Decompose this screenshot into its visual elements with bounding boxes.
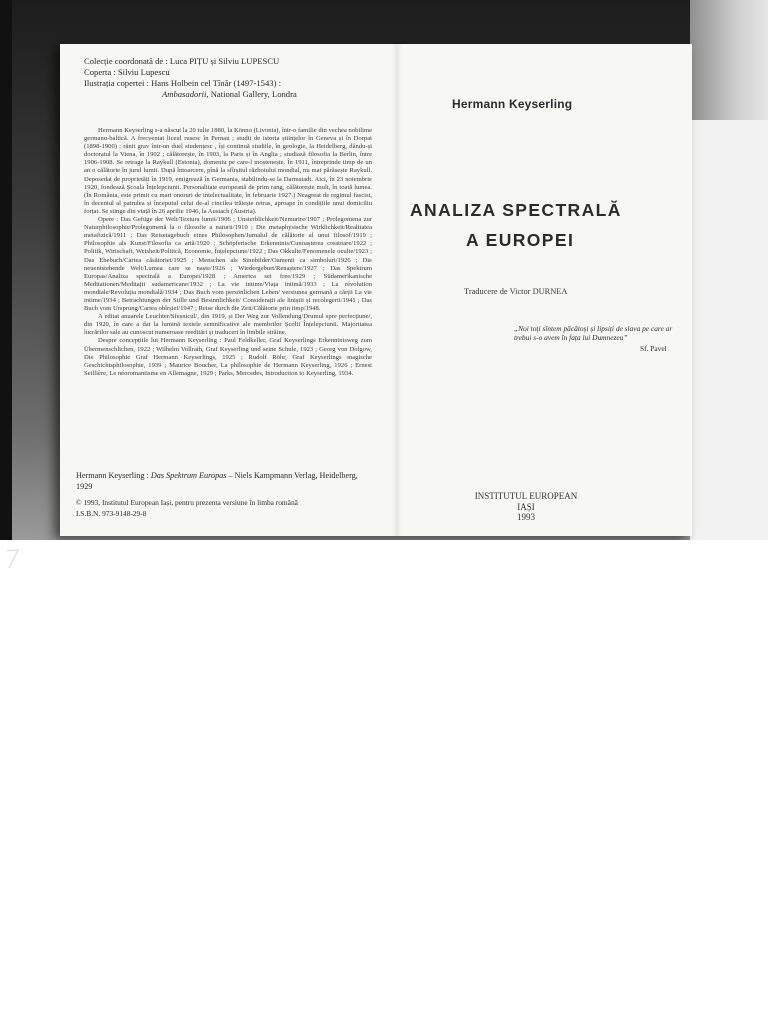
credits-block: [84, 56, 384, 100]
bio-paragraph: Hermann Keyserling s-a născut la 20 iulie 1880, la Könno (Livonia), într-o familie din vechea nobilime germano-baltică. A frecventat liceul rusesc în Pernau ; studii de istoria științelor în Geneva și în Dorpat (1898-1900) ; rănit grav într-un duel studențesc , își continuă studiile, în geologie, la Heidelberg, dându-și doctoratul la Viena, în 1902 ; călătorește, în 1903, la Paris și în Anglia ; studiază filosofia la Berlin, între 1906-1908. Se retrage la Raykull (Estonia), domeniu pe care-l moștenește. În 1911, întreprinde timp de un an o călătorie în jurul lumii. După întoarcere, pînă la sfîrșitul războiului mondial, nu mai părăsește Raykull. Deposedat de proprietăți în 1919, emigrează în Germania, stabilindu-se la Darmstadt. Aici, în 23 noiembrie 1920, fondează Școala Înțelepciunii. Personalitate europeană de prim rang, călătorește mult, în toată lumea. (În România, este primit cu mari onoruri de intelectualitate, în februarie 1927.) Neagreat de regimul fascist, în deceniul al patrulea și începutul celui de-al cincilea trăiește retras, aproape în condițiile unui domiciliu forțat. Se stinge din viață în 26 aprilie 1946, la Austach (Austria).: [84, 127, 372, 215]
original-edition-note: [76, 470, 376, 492]
copyright-line: © 1993, Institutul European Iași, pentru prezenta versiune în limba română: [76, 498, 298, 507]
bio-paragraph: Despre concepțiile lui Hermann Keyserling : Paul Feldkeller, Graf Keyserlings Erkenntnisweg zum Übermenschlichen, 1922 ; Wilhelm Vollrath, Graf Keyserling und seine Schule, 1923 ; Georg von Dolgow, Die Philosophie Graf Hermann Keyserlings, 1925 ; Rudolf Röhr, Graf Keyserlings magische Geschichtsphilosophie, 1939 ; Maurice Boucher, La philosophie de Hermann Keyserling, 1926 ; Ernest Seillière, Le néoromantisme en Allemagne, 1929 ; Parks, Mercedes, Introduction to Keyserling, 1934.: [84, 337, 372, 377]
epigraph-quote: „Noi toți sîntem păcătoși și lipsiți de slava pe care ar trebui s-o avem în fața lui Dumnezeu”: [514, 324, 673, 342]
credit-label: Coperta :: [84, 67, 116, 77]
pencil-mark-icon: [4, 548, 22, 570]
bio-paragraph: Opere : Das Gefüge der Welt/Textura lumii/1906 ; Unsterblichkeit/Nemurire/1907 ; Prolegomena zur Naturphilosophie/Prolegomenă la o filosofie a naturii/1910 ; Die metaphysische Wirklichkeit/Realitatea metafizică/1911 ; Das Reisetagebuch eines Philosophen/Jurnalul de călătorie al unui filosof/1919 ; Philosophie als Kunst/Filosofia ca artă/1920 ; Schöpferische Erkenntnis/Cunoașterea creatoare/1922 ; Politik, Wirtschaft, Weisheit/Politică, Economie, Înțelepciune/1922 ; Das Okkulte/Fenomenele oculte/1923 ; Das Ehebuch/Cartea căsătoriei/1925 ; Menschen als Sinnbilder/Oamenii ca simboluri/1926 ; Die neuentstehende Welt/Lumea care se naște/1926 ; Wiedergeburt/Renaștere/1927 ; Das Spektrum Europas/Analiza spectrală a Europei/1928 ; America set free/1929 ; Südamerikanische Meditationen/Meditații sudamericane/1932 ; La vie intime/Viața intimă/1933 ; La révolution mondiale/Revoluția mondială/1934 ; Das Buch vom persönlichen Leben/ versiunea germană a cărții La vie intime/1934 ; Betrachtungen der Stille und Besinnlichkeit/ Considerații ale liniștii și recolegerii/1941 ; Das Buch vom Ursprung/Cartea obîrșiei/1947 ; Reise durch die Zeit/Călătorie prin timp/1948.: [84, 216, 372, 313]
page-gutter: [392, 44, 402, 536]
credit-value: Silviu Lupescu: [117, 67, 170, 77]
translator-credit: Traducere de Victor DURNEA: [464, 287, 568, 296]
isbn-line: I.S.B.N. 973-9148-29-8: [76, 509, 147, 518]
credit-row: [84, 78, 384, 89]
publisher-name: INSTITUTUL EUROPEAN: [474, 491, 578, 501]
copyright-block: [76, 497, 376, 519]
publisher-year: 1993: [517, 512, 535, 522]
book-title-line-1: ANALIZA SPECTRALĂ: [410, 200, 622, 220]
author-name: Hermann Keyserling: [452, 97, 573, 111]
credit-label: Ilustrația copertei :: [84, 78, 149, 88]
bio-paragraph: A editat anuarele Leuchter/Sfeșnicul/, din 1919, și Der Weg zur Vollendung/Drumul spre perfecțiune/, din 1920, în care a dat la lumină textele semnificative ale membrilor Școlii Înțelepciunii. Majoritatea lucrărilor sale au cunoscut numeroase reeditări și traduceri în limbile străine.: [84, 313, 372, 337]
credit-row: [84, 56, 384, 67]
source-publisher: – Niels Kampmann Verlag, Heidelberg, 1929: [76, 471, 358, 491]
artwork-title: Ambasadorii: [162, 89, 207, 99]
source-title: Das Spektrum Europas: [150, 471, 227, 480]
book-title-line-2: A EUROPEI: [466, 230, 575, 250]
credit-row: [84, 67, 384, 78]
right-margin-paper: [690, 120, 768, 540]
epigraph-source: Sf. Pavel: [640, 344, 667, 353]
publisher-block: [470, 491, 582, 523]
scan-left-edge: [0, 0, 12, 540]
source-prefix: Hermann Keyserling :: [76, 471, 151, 480]
artwork-location: , National Gallery, Londra: [206, 89, 297, 99]
credit-label: Colecție coordonată de :: [84, 56, 168, 66]
credit-value: Hans Holbein cel Tînăr (1497-1543) :: [151, 78, 281, 88]
author-biography: [84, 127, 372, 378]
credit-row-continued: [84, 89, 384, 100]
publisher-city: IAȘI: [517, 501, 535, 512]
credit-value: Luca PIȚU și Silviu LUPESCU: [169, 56, 280, 66]
